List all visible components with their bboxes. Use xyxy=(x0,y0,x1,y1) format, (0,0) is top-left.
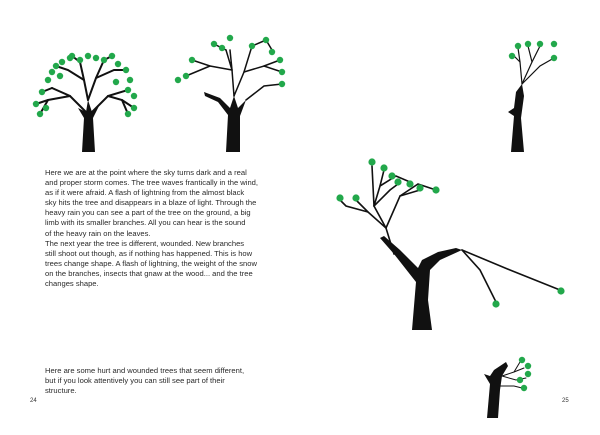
tree-broken-illustration xyxy=(508,41,557,152)
caption-paragraph: Here are some hurt and wounded trees that seem different, but if you look attentively you can still see part of their structure. xyxy=(45,366,245,396)
tree-small-wounded-illustration xyxy=(484,357,531,418)
tree-full-illustration xyxy=(33,53,137,152)
tree-regrown-illustration xyxy=(336,158,564,330)
story-paragraph: Here we are at the point where the sky turns dark and a real and proper storm comes. The tree waves frantically in the wind, as if it were afraid. A flash of lightning from the almost black sky hits the tree and disappears in a blaze of light. Through the heavy rain you can see a part of the tree on the ground, a big limb with its smaller branches. All you can hear is the sound of the heavy rain on the leaves. The next year the tree is different, wounded. New branches still shoot out though, as if nothing has happened. This is how trees change shape. A flash of lightning, the weight of the snow on the branches, insects that gnaw at the wood... and the tree changes shape. xyxy=(45,168,259,289)
tree-storm-illustration xyxy=(175,35,285,152)
page-number-left: 24 xyxy=(30,398,37,404)
page-number-right: 25 xyxy=(562,398,569,404)
